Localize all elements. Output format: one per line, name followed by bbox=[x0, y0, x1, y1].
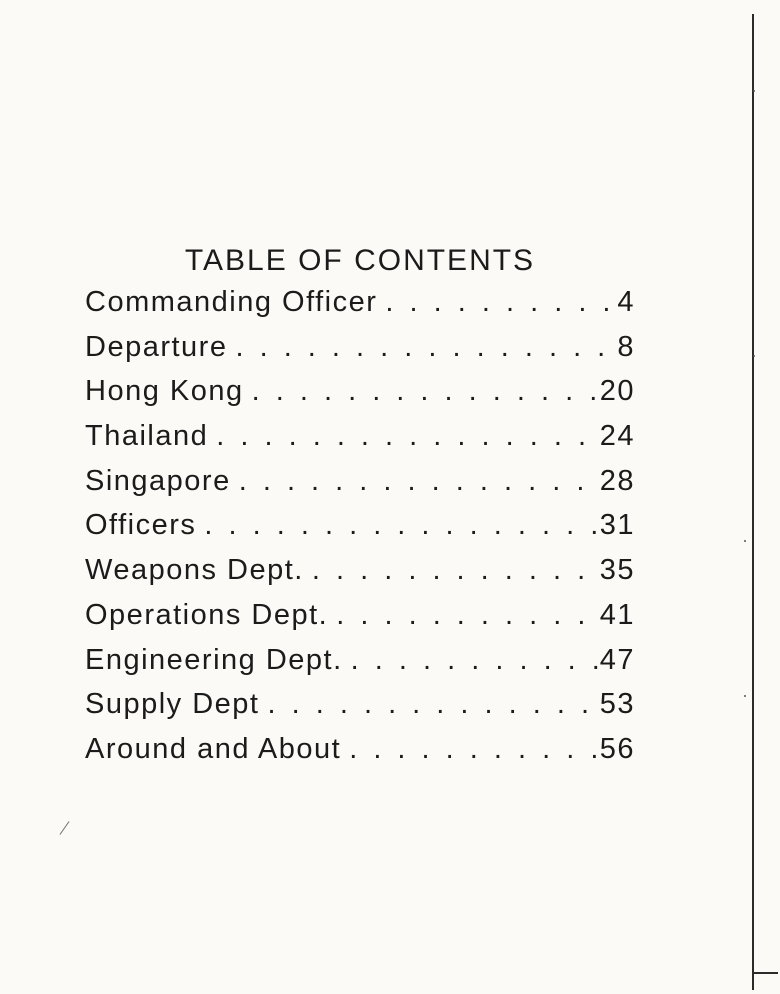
toc-entry bbox=[85, 509, 635, 554]
toc-dot-leader bbox=[343, 644, 600, 677]
toc-dot-leader bbox=[227, 331, 615, 364]
toc-entry bbox=[85, 688, 635, 733]
paper-stray-mark bbox=[60, 821, 70, 835]
toc-dot-leader bbox=[260, 688, 600, 721]
toc-entry-label: Engineering Dept. bbox=[85, 643, 343, 676]
toc-dot-leader bbox=[304, 554, 600, 587]
toc-dot-leader bbox=[208, 420, 599, 453]
paper-speck bbox=[753, 90, 755, 92]
toc-entry-label: Departure bbox=[85, 330, 228, 363]
paper-speck bbox=[744, 540, 746, 542]
toc-entry-label: Singapore bbox=[85, 464, 231, 497]
toc-entry-label: Supply Dept bbox=[85, 688, 260, 721]
toc-entry bbox=[85, 554, 635, 599]
toc-dot-leader bbox=[328, 599, 600, 632]
toc-dot-leader bbox=[231, 465, 600, 498]
toc-entry-label: Around and About bbox=[85, 732, 342, 765]
toc-entry bbox=[85, 644, 635, 689]
toc-entry-page: 8 bbox=[617, 330, 635, 363]
toc-entry-label: Thailand bbox=[85, 420, 209, 453]
toc-entry-page: 4 bbox=[617, 286, 635, 318]
page-binding-foot bbox=[752, 972, 778, 974]
toc-entry bbox=[85, 286, 635, 331]
table-of-contents bbox=[85, 286, 635, 778]
toc-entry-page: 24 bbox=[599, 420, 635, 453]
toc-entry-page: 47 bbox=[599, 643, 635, 676]
toc-entry-label: Weapons Dept. bbox=[85, 554, 304, 587]
page-title: TABLE OF CONTENTS bbox=[184, 244, 536, 277]
toc-entry bbox=[85, 420, 635, 465]
toc-entry bbox=[85, 331, 635, 376]
toc-entry-page: 28 bbox=[599, 464, 635, 497]
toc-dot-leader bbox=[377, 286, 615, 319]
toc-entry-page: 20 bbox=[599, 375, 635, 408]
toc-entry bbox=[85, 465, 635, 510]
toc-entry-label: Hong Kong bbox=[85, 375, 244, 408]
page-binding-edge bbox=[752, 14, 754, 990]
toc-entry bbox=[85, 375, 635, 420]
toc-entry-label: Commanding Officer bbox=[85, 286, 378, 318]
toc-entry-page: 56 bbox=[599, 732, 635, 765]
toc-entry-page: 35 bbox=[599, 554, 635, 587]
toc-entry-page: 53 bbox=[599, 688, 635, 721]
toc-entry bbox=[85, 733, 635, 778]
toc-entry-page: 41 bbox=[599, 598, 635, 631]
toc-entry-page: 31 bbox=[599, 509, 635, 542]
toc-dot-leader bbox=[341, 733, 600, 766]
toc-entry bbox=[85, 599, 635, 644]
paper-speck bbox=[744, 695, 746, 697]
toc-dot-leader bbox=[244, 375, 600, 408]
toc-entry-label: Officers bbox=[85, 509, 197, 542]
toc-dot-leader bbox=[196, 509, 599, 542]
toc-entry-label: Operations Dept. bbox=[85, 598, 329, 631]
paper-speck bbox=[753, 355, 755, 357]
